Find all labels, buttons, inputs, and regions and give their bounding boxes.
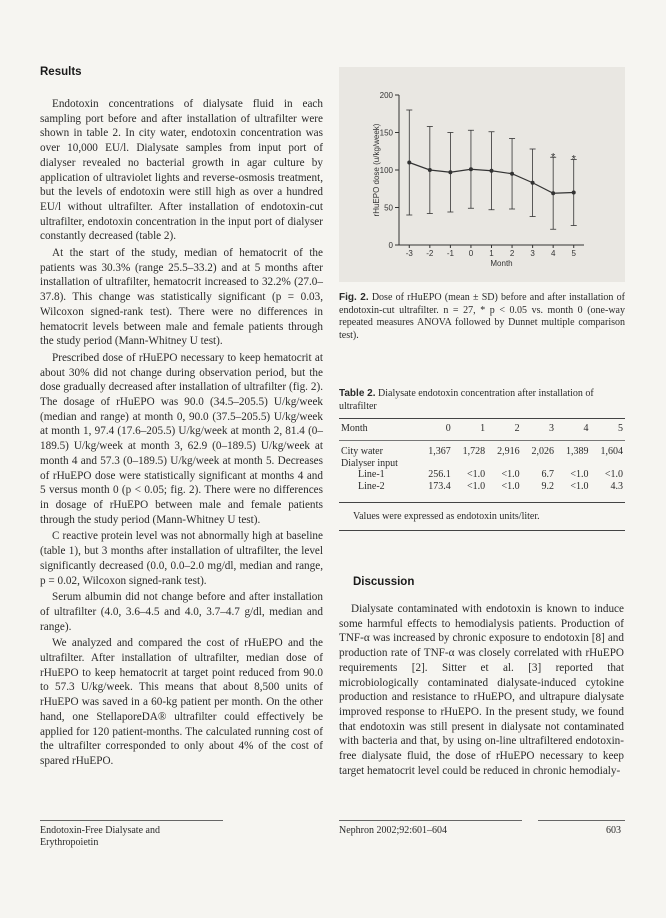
- significance-marker: *: [551, 151, 556, 164]
- figure-2: [339, 67, 625, 282]
- data-point: [469, 167, 473, 171]
- table-header-cell: 4: [583, 423, 589, 435]
- x-tick-label: 0: [468, 249, 474, 258]
- significance-marker: *: [571, 153, 576, 166]
- x-tick-label: 4: [550, 249, 556, 258]
- table-cell: [591, 458, 626, 470]
- footer-title-line: Endotoxin-Free Dialysate and: [40, 825, 160, 836]
- x-tick-label: -2: [426, 249, 434, 258]
- data-point: [407, 161, 411, 165]
- results-body: [40, 97, 323, 771]
- table-cell: 1,389: [566, 446, 589, 457]
- table-cell: 1,728: [462, 446, 486, 457]
- discussion-heading: Discussion: [353, 576, 415, 588]
- table-cell: [487, 458, 521, 470]
- x-tick-label: -1: [446, 249, 454, 258]
- y-tick-label: 150: [379, 128, 393, 138]
- table-cell: City water: [341, 446, 383, 457]
- y-tick-label: 0: [388, 241, 393, 250]
- table-cell: 2,026: [531, 446, 555, 457]
- figure-label: Fig. 2.: [339, 292, 369, 303]
- table-header-rule: [339, 440, 625, 441]
- table-cell: 9.2: [541, 480, 555, 492]
- results-paragraph: Endotoxin concentrations of dialysate fluid in each sampling port before and after installation of ultrafilter were shown in table 2. In city water, endotoxin concentration was over 10,000 EU/l. Dialysate samples from input port of dialyser revealed no bacterial growth in agar culture by application of ultraviolet lights and reverse-osmosis treatment, but the levels of endotoxin were still high as over a hundred EU/l without ultrafilter. After installation of endotoxin-cut ultrafilter, endotoxin concentration in the input port of dialyser constantly decreased (table 2).: [40, 98, 323, 243]
- table-cell: Dialyser input: [341, 457, 398, 469]
- results-paragraph: Prescribed dose of rHuEPO necessary to keep hematocrit at about 30% did not change during observation period, but the dose gradually decreased after installation of ultrafilter (fig. 2). The dosage of rHuEPO was 90.0 (34.5–205.5) U/kg/week (median and range) at month 0, 90.0 (37.5–205.5) U/kg/week at month 1, 97.4 (17.6–205.5) U/kg/week at month 2, 81.4 (0–189.5) U/kg/week at month 3, 62.9 (0–189.5) U/kg/week at month 4 and 57.3 (0–189.5) U/kg/week at month 5. Decreases of rHuEPO dose were statistically significant at months 4 and 5 versus month 0 (p < 0.05; fig. 2). There were no differences in dosage of rHuEPO between male and female patients through the study period (Mann-Whitney U test).: [40, 351, 323, 526]
- x-tick-label: 1: [489, 249, 494, 258]
- table-cell: 6.7: [541, 469, 555, 480]
- table-bottom-rule: [339, 502, 625, 503]
- y-tick-label: 100: [379, 166, 393, 175]
- table-cell: <1.0: [501, 480, 520, 492]
- results-paragraph: We analyzed and compared the cost of rHuEPO and the ultrafilter. After installation of ultrafilter, median dose of rHuEPO to keep hematocrit at target point reduced from 90.0 to 57.3 U/kg/week. This means that about 8,500 units of rHuEPO was saved in a 60-kg patient per month. On the other hand, one StellaporeDA® ultrafilter could effectively be applied for 120 patient-months. The calculated running cost of the ultrafilter corresponded to only about 4% of the cost of spared rHuEPO.: [40, 637, 323, 767]
- figure-caption-text: Dose of rHuEPO (mean ± SD) before and after installation of endotoxin-cut ultrafilter. n = 27, * p < 0.05 vs. month 0 (one-way repeated measures ANOVA followed by Dunnet multiple comparison test).: [339, 292, 625, 341]
- table-cell: [418, 458, 452, 470]
- footer-rule-right: [538, 820, 625, 821]
- footer-rule-mid: [339, 820, 522, 821]
- data-point: [572, 191, 576, 195]
- y-axis-label: rHuEPO dose (u/kg/week): [372, 123, 381, 217]
- x-axis-label: Month: [490, 259, 513, 268]
- table-header-cell: Month: [341, 423, 368, 435]
- discussion-body: [339, 602, 624, 780]
- footer-title-line: Erythropoietin: [40, 837, 99, 848]
- y-tick-label: 200: [379, 91, 393, 100]
- table-cell: [556, 458, 590, 470]
- table-cell: <1.0: [501, 469, 520, 480]
- table-cell: <1.0: [570, 469, 589, 480]
- table-cell: 256.1: [428, 469, 451, 480]
- table-caption-text: Dialysate endotoxin concentration after installation of ultrafilter: [339, 388, 594, 412]
- footer-page-number: 603: [606, 825, 621, 836]
- x-tick-label: -3: [405, 249, 413, 258]
- table-label: Table 2.: [339, 388, 376, 399]
- table-cell: [522, 458, 556, 470]
- table-row: [339, 446, 625, 458]
- table-cell: 173.4: [428, 480, 451, 492]
- results-paragraph: At the start of the study, median of hematocrit of the patients was 30.3% (range 25.5–33.2) and at 5 months after installation of ultrafilter, hematocrit increased to 32.2% (27.0–37.8). This change was statistically significant (p = 0.03, Wilcoxon signed-rank test). There were no differences in hematocrit levels between male and female patients through the study period (Mann-Whitney U test).: [40, 247, 323, 348]
- table-header-cell: 1: [480, 423, 486, 435]
- discussion-paragraph: Dialysate contaminated with endotoxin is known to induce some harmful effects to hemodialysis patients. Production of TNF-α was increased by chronic exposure to endotoxin [8] and production rate of TNF-α was closely correlated with rHuEPO requirements [2]. Sitter et al. [3] reported that microbiologically contaminated dialysate-induced cytokine production and resistance to rHuEPO, and ultrapure dialysate improved response to rHuEPO. In the present study, we found that endotoxin was still present in dialysate not contaminated with bacteria and that, by using on-line ultrafiltered endotoxin-free dialysate fluid, the dose of rHuEPO necessary to keep target hematocrit level could be reduced in chronic hemodialy-: [339, 603, 624, 777]
- x-tick-label: 3: [530, 249, 535, 258]
- table-note: Values were expressed as endotoxin units/liter.: [353, 511, 540, 522]
- table-note-rule: [339, 530, 625, 531]
- data-point: [428, 168, 432, 172]
- table-header-cell: 0: [445, 423, 451, 435]
- table-row: [339, 458, 625, 470]
- table-cell: Line-1: [353, 469, 385, 480]
- table-cell: <1.0: [467, 469, 486, 480]
- figure-caption: [339, 292, 625, 342]
- results-paragraph: Serum albumin did not change before and after installation of ultrafilter (4.0, 3.6–4.5 and 4.0, 3.7–4.7 g/dl, median and range).: [40, 591, 323, 633]
- table-cell: <1.0: [467, 480, 486, 492]
- footer-running-title: [40, 825, 160, 849]
- data-point: [551, 191, 555, 195]
- table-header-cell: 2: [514, 423, 520, 435]
- footer-rule-left: [40, 820, 223, 821]
- table-cell: 2,916: [497, 446, 520, 457]
- table-header-row: [339, 418, 625, 440]
- table-2: [339, 418, 625, 492]
- y-tick-label: 50: [384, 203, 393, 213]
- data-point: [490, 169, 494, 173]
- table-row: [339, 481, 625, 493]
- table-cell: Line-2: [353, 480, 385, 492]
- data-point: [448, 170, 452, 174]
- data-point: [510, 172, 514, 176]
- x-tick-label: 2: [509, 249, 515, 258]
- results-heading: Results: [40, 66, 82, 78]
- footer-journal: Nephron 2002;92:601–604: [339, 825, 448, 836]
- table-cell: 4.3: [610, 480, 623, 492]
- table-cell: 1,604: [600, 446, 623, 457]
- table-cell: 1,367: [428, 446, 451, 457]
- table-cell: <1.0: [570, 480, 589, 492]
- endotoxin-table: [339, 418, 625, 492]
- table-cell: [453, 458, 487, 470]
- data-point: [531, 181, 535, 185]
- table-header-cell: 5: [618, 423, 623, 435]
- rhuepo-dose-chart: [339, 67, 625, 282]
- table-caption: [339, 388, 625, 413]
- table-header-cell: 3: [549, 423, 555, 435]
- results-paragraph: C reactive protein level was not abnormally high at baseline (table 1), but 3 months after installation of ultrafilter, the level significantly decreased (0.0, 0.0–2.0 mg/dl, median and range, p = 0.02, Wilcoxon signed-rank test).: [40, 530, 323, 587]
- x-tick-label: 5: [571, 249, 576, 258]
- table-row: [339, 469, 625, 481]
- table-cell: <1.0: [604, 469, 623, 480]
